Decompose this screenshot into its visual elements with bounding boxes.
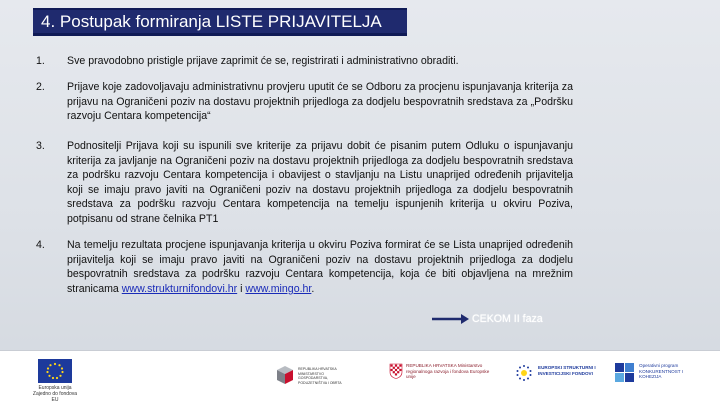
- esif-star-icon: [514, 363, 534, 383]
- op-logo-icon: [614, 361, 636, 385]
- item-text: Podnositelji Prijava koji su ispunili sve kriterije za prijavu dobit će pisanim putem Odluku o ispunjavanju kriterija za javljanje na Ograničeni poziv na dostavu projektnih prijedloga za dodjelu bespovratnih sredstava za podršku razvoju Centara kompetencija i obavijest o stavljanju na Listu unaprijed određenih prijavitelja koji se imaju pravo javiti na Ograničeni poziv na dostavu projektnih prijedloga za dodjelu bespovratnih sredstava za podršku razvoju Centara kompetencija na temelju ispunjenih kriterija u okviru Poziva, potpisanu od strane čelnika PT1: [67, 140, 573, 225]
- item-text-part: i: [237, 282, 246, 295]
- ministry-cube-icon: [276, 365, 294, 385]
- item-text: [67, 238, 573, 296]
- strukturnifondovi-link[interactable]: www.strukturnifondovi.hr: [121, 282, 238, 295]
- esif-caption: EUROPSKI STRUKTURNI I INVESTICIJSKI FONDOVI: [538, 365, 596, 376]
- item-number: 1.: [36, 55, 45, 67]
- item-text: Prijave koje zadovoljavaju administrativnu provjeru uputit će se Odboru za procjenu ispunjavanja kriterija za prijavu na Ograničeni poziv na dostavu projektnih prijedloga za dodjelu bespovratnih sredstava za „Podršku razvoju Centara kompetencija“: [67, 81, 573, 123]
- op-caption: Operativni program KONKURENTNOST I KOHEZIJA: [639, 363, 684, 380]
- item-text-part: Na temelju rezultata procjene ispunjavanja kriterija u okviru Poziva formirat će se Lista unaprijed određenih prijavitelja koji se imaju pravo javiti na Ograničeni poziv na dostavu projektnih prijedloga za dodjelu bespovratnih sredstava za podršku razvoju Centara kompetencija, koja će biti objavljena na mrežnim stranicama: [67, 239, 573, 295]
- ministry-caption: REPUBLIKA HRVATSKA MINISTARSTVO GOSPODARSTVA, PODUZETNIŠTVA I OBRTA: [298, 367, 342, 385]
- eu-caption: Europska unija Zajedno do fondova EU: [32, 385, 78, 403]
- footer-logos: [0, 350, 720, 405]
- right-arrow-icon: [432, 313, 470, 325]
- rh-caption: REPUBLIKA HRVATSKA Ministarstvo regionalnoga razvoja i fondova Europske unije: [406, 363, 490, 380]
- item-number: 2.: [36, 81, 45, 93]
- item-text: Sve pravodobno pristigle prijave zaprimit će se, registrirati i administrativno obraditi.: [67, 55, 459, 67]
- item-text-part: .: [311, 282, 315, 295]
- mingo-link[interactable]: www.mingo.hr: [245, 282, 312, 295]
- arrow-note-label: CEKOM II faza: [472, 313, 543, 325]
- coat-of-arms-icon: [389, 363, 403, 379]
- item-number: 3.: [36, 140, 45, 152]
- page-title: 4. Postupak formiranja LISTE PRIJAVITELJA: [33, 8, 407, 36]
- arrow-note: [432, 312, 592, 326]
- item-number: 4.: [36, 239, 45, 251]
- eu-flag-icon: [38, 359, 72, 383]
